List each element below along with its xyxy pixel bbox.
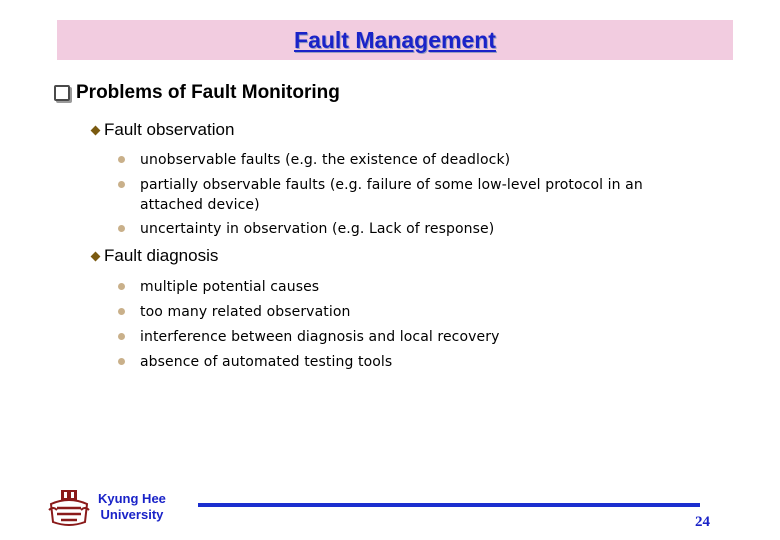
list-item bbox=[118, 302, 708, 322]
dot-icon bbox=[118, 181, 125, 188]
title-bar bbox=[57, 20, 733, 60]
university-crest-icon bbox=[47, 488, 91, 528]
section-heading-fault-diagnosis bbox=[92, 246, 218, 266]
university-name-line1: Kyung Hee bbox=[98, 491, 166, 506]
section-heading-fault-observation bbox=[92, 120, 234, 140]
dot-icon bbox=[118, 283, 125, 290]
list-item bbox=[118, 277, 708, 297]
page-number: 24 bbox=[695, 514, 710, 530]
dot-icon bbox=[118, 225, 125, 232]
dot-icon bbox=[118, 156, 125, 163]
main-heading bbox=[54, 82, 340, 104]
main-heading-text: Problems of Fault Monitoring bbox=[76, 82, 340, 103]
list-item bbox=[118, 175, 708, 215]
university-name bbox=[98, 491, 166, 523]
section-label: Fault observation bbox=[104, 120, 235, 139]
list-item-text: uncertainty in observation (e.g. Lack of response) bbox=[140, 221, 495, 237]
university-name-line2: University bbox=[100, 507, 164, 522]
checkbox-square-icon bbox=[54, 85, 70, 101]
footer-divider bbox=[198, 503, 700, 507]
list-item-text: multiple potential causes bbox=[140, 279, 320, 295]
diamond-icon bbox=[91, 251, 101, 261]
list-item-text: unobservable faults (e.g. the existence of deadlock) bbox=[140, 152, 511, 168]
list-item-text: absence of automated testing tools bbox=[140, 354, 393, 370]
section-label: Fault diagnosis bbox=[104, 246, 219, 265]
list-item bbox=[118, 352, 708, 372]
dot-icon bbox=[118, 333, 125, 340]
dot-icon bbox=[118, 308, 125, 315]
diamond-icon bbox=[91, 125, 101, 135]
list-item bbox=[118, 219, 708, 239]
list-item bbox=[118, 150, 708, 170]
list-item-text: partially observable faults (e.g. failure of some low-level protocol in an attached device) bbox=[140, 177, 643, 213]
list-item-text: too many related observation bbox=[140, 304, 351, 320]
slide-title: Fault Management bbox=[294, 27, 496, 53]
list-item-text: interference between diagnosis and local recovery bbox=[140, 329, 500, 345]
list-item bbox=[118, 327, 708, 347]
dot-icon bbox=[118, 358, 125, 365]
